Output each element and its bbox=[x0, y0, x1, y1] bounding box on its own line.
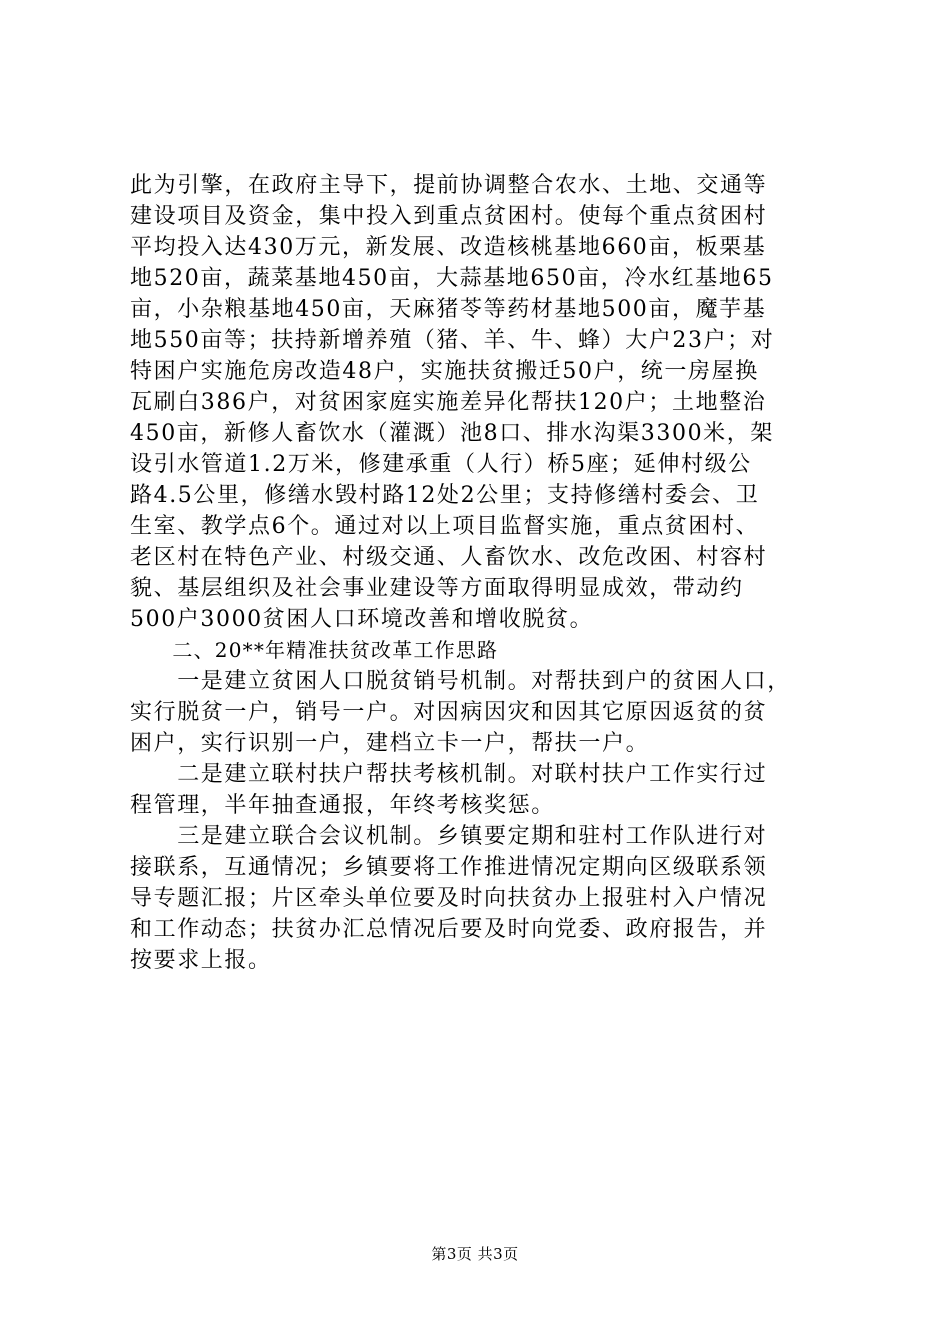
body-line: 生室、教学点6个。通过对以上项目监督实施，重点贫困村、 bbox=[130, 514, 760, 539]
body-line: 三是建立联合会议机制。乡镇要定期和驻村工作队进行对 bbox=[130, 824, 768, 849]
body-line: 和工作动态；扶贫办汇总情况后要及时向党委、政府报告，并 bbox=[130, 917, 768, 942]
body-line: 实行脱贫一户，销号一户。对因病因灾和因其它原因返贫的贫 bbox=[130, 700, 768, 725]
body-line: 按要求上报。 bbox=[130, 948, 272, 973]
body-line: 一是建立贫困人口脱贫销号机制。对帮扶到户的贫困人口， bbox=[130, 669, 791, 694]
document-body bbox=[130, 170, 830, 976]
page-number-footer: 第3页 共3页 bbox=[431, 1245, 519, 1263]
body-line: 导专题汇报；片区牵头单位要及时向扶贫办上报驻村入户情况 bbox=[130, 886, 768, 911]
body-line: 程管理，半年抽查通报，年终考核奖惩。 bbox=[130, 793, 555, 818]
body-line: 地550亩等；扶持新增养殖（猪、羊、牛、蜂）大户23户；对 bbox=[130, 328, 775, 353]
section-heading: 二、20**年精准扶贫改革工作思路 bbox=[130, 638, 499, 662]
body-line: 路4.5公里，修缮水毁村路12处2公里；支持修缮村委会、卫 bbox=[130, 483, 760, 508]
body-line: 地520亩，蔬菜基地450亩，大蒜基地650亩，冷水红基地65 bbox=[130, 266, 774, 291]
body-line: 此为引擎，在政府主导下，提前协调整合农水、土地、交通等 bbox=[130, 173, 768, 198]
body-line: 特困户实施危房改造48户，实施扶贫搬迁50户，统一房屋换 bbox=[130, 359, 759, 384]
body-line: 困户，实行识别一户，建档立卡一户，帮扶一户。 bbox=[130, 731, 650, 756]
body-line: 貌、基层组织及社会事业建设等方面取得明显成效，带动约 bbox=[130, 576, 744, 601]
body-line: 接联系，互通情况；乡镇要将工作推进情况定期向区级联系领 bbox=[130, 855, 768, 880]
body-line: 亩，小杂粮基地450亩，天麻猪苓等药材基地500亩，魔芋基 bbox=[130, 297, 767, 322]
body-line: 设引水管道1.2万米，修建承重（人行）桥5座；延伸村级公 bbox=[130, 452, 752, 477]
body-line: 二是建立联村扶户帮扶考核机制。对联村扶户工作实行过 bbox=[130, 762, 768, 787]
body-line: 老区村在特色产业、村级交通、人畜饮水、改危改困、村容村 bbox=[130, 545, 768, 570]
body-line: 500户3000贫困人口环境改善和增收脱贫。 bbox=[130, 607, 594, 632]
body-line: 450亩，新修人畜饮水（灌溉）池8口、排水沟渠3300米，架 bbox=[130, 421, 774, 446]
body-line: 建设项目及资金，集中投入到重点贫困村。使每个重点贫困村 bbox=[130, 204, 768, 229]
body-line: 瓦刷白386户，对贫困家庭实施差异化帮扶120户；土地整治 bbox=[130, 390, 767, 415]
body-line: 平均投入达430万元，新发展、改造核桃基地660亩，板栗基 bbox=[130, 235, 767, 260]
